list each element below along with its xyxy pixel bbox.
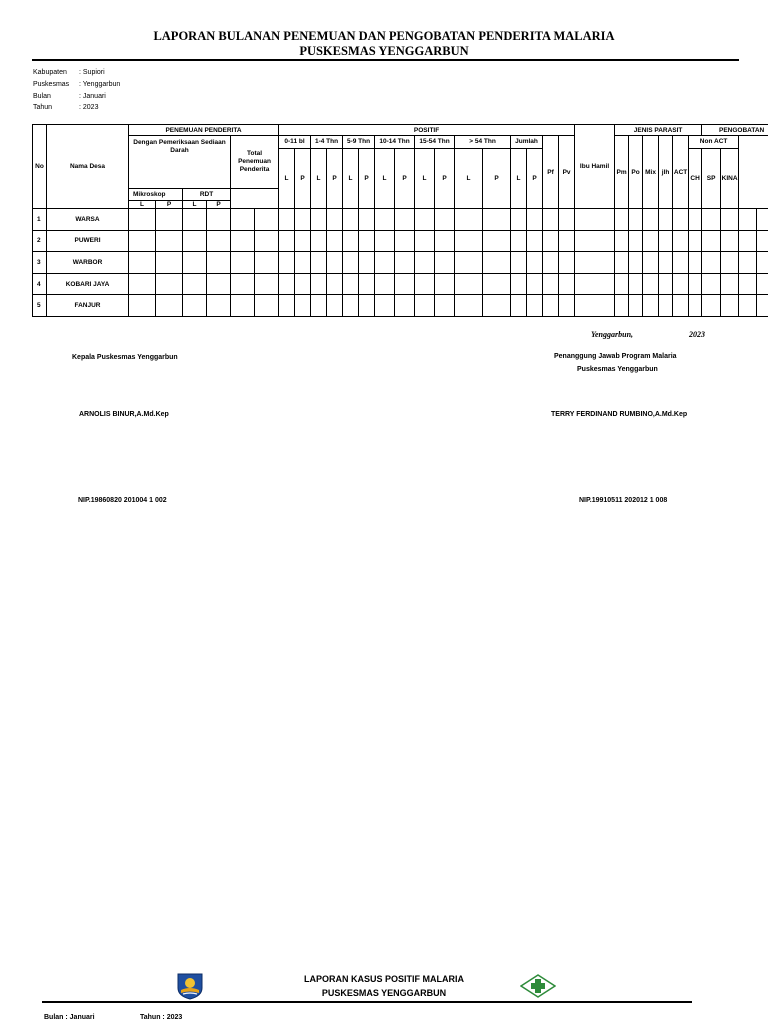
- data-cell: [659, 230, 673, 252]
- data-cell: [375, 209, 395, 231]
- data-cell: [415, 273, 435, 295]
- data-cell: [673, 230, 689, 252]
- data-cell: [721, 273, 739, 295]
- data-cell: [543, 295, 559, 317]
- data-cell: [673, 295, 689, 317]
- data-cell: [395, 273, 415, 295]
- data-cell: [183, 273, 207, 295]
- data-cell: [435, 230, 455, 252]
- data-cell: [231, 230, 255, 252]
- data-cell: [455, 295, 483, 317]
- data-cell: [511, 273, 527, 295]
- data-cell: [129, 209, 156, 231]
- data-cell: [359, 209, 375, 231]
- data-cell: [659, 209, 673, 231]
- sex-p-header: P: [156, 200, 183, 208]
- meta-value: : Januari: [79, 93, 106, 100]
- data-cell: [483, 209, 511, 231]
- data-cell: [575, 295, 615, 317]
- meta-puskesmas: [33, 81, 120, 88]
- row-no: 3: [33, 252, 47, 274]
- col-header-ibu-hamil: Ibu Hamil: [575, 125, 615, 209]
- data-cell: [673, 252, 689, 274]
- parasite-header: jlh: [659, 136, 673, 209]
- data-cell: [575, 273, 615, 295]
- data-cell: [311, 230, 327, 252]
- data-cell: [659, 295, 673, 317]
- data-cell: [721, 230, 739, 252]
- meta-bulan: [33, 93, 106, 100]
- data-cell: [559, 230, 575, 252]
- left-signatory-name: ARNOLIS BINUR,A.Md.Kep: [79, 411, 169, 418]
- data-cell: [207, 273, 231, 295]
- col-header-jenis-parasit: JENIS PARASIT: [615, 125, 702, 136]
- table-row: [33, 273, 768, 295]
- data-cell: [615, 273, 629, 295]
- footer-tahun: Tahun : 2023: [140, 1014, 183, 1021]
- data-cell: [327, 273, 343, 295]
- right-signatory-nip: NIP.19910511 202012 1 008: [579, 497, 668, 504]
- data-cell: [156, 252, 183, 274]
- mikroskop-header: Mikroskop: [129, 188, 183, 200]
- data-cell: [295, 273, 311, 295]
- data-cell: [615, 230, 629, 252]
- data-cell: [702, 230, 721, 252]
- data-cell: [559, 273, 575, 295]
- data-cell: [527, 252, 543, 274]
- data-cell: [183, 252, 207, 274]
- data-cell: [279, 295, 295, 317]
- row-desa: PUWERI: [47, 230, 129, 252]
- malaria-report-table: [32, 124, 768, 317]
- sex-l-header: L: [183, 200, 207, 208]
- data-cell: [327, 230, 343, 252]
- data-cell: [559, 252, 575, 274]
- data-cell: [702, 209, 721, 231]
- meta-kabupaten: [33, 69, 105, 76]
- data-cell: [415, 295, 435, 317]
- data-cell: [629, 252, 643, 274]
- data-cell: [279, 230, 295, 252]
- header-divider: [32, 59, 739, 61]
- data-cell: [739, 252, 757, 274]
- data-cell: [643, 209, 659, 231]
- data-cell: [327, 252, 343, 274]
- meta-label: Bulan: [33, 93, 51, 100]
- data-cell: [483, 273, 511, 295]
- non-act-item-header: SP: [702, 148, 721, 209]
- data-cell: [359, 273, 375, 295]
- data-cell: [483, 252, 511, 274]
- data-cell: [231, 209, 255, 231]
- data-cell: [455, 252, 483, 274]
- data-cell: [543, 273, 559, 295]
- data-cell: [739, 230, 757, 252]
- data-cell: [343, 230, 359, 252]
- non-act-item-header: KINA: [721, 148, 739, 209]
- data-cell: [231, 273, 255, 295]
- data-cell: [757, 295, 768, 317]
- data-cell: [156, 230, 183, 252]
- right-signatory-title-2: Puskesmas Yenggarbun: [577, 366, 658, 373]
- meta-value: : Yenggarbun: [79, 81, 121, 88]
- sex-l-header: L: [129, 200, 156, 208]
- data-cell: [615, 295, 629, 317]
- data-cell: [643, 273, 659, 295]
- data-cell: [295, 295, 311, 317]
- meta-label: Kabupaten: [33, 69, 67, 76]
- sex-p-header: P: [435, 148, 455, 209]
- sex-l-header: L: [343, 148, 359, 209]
- sex-p-header: P: [207, 200, 231, 208]
- data-cell: [559, 295, 575, 317]
- data-cell: [375, 273, 395, 295]
- data-cell: [207, 252, 231, 274]
- data-cell: [511, 295, 527, 317]
- data-cell: [295, 230, 311, 252]
- table-row: [33, 230, 768, 252]
- parasite-header: Mix: [643, 136, 659, 209]
- data-cell: [435, 273, 455, 295]
- age-group-header: > 54 Thn: [455, 136, 511, 148]
- data-cell: [395, 252, 415, 274]
- data-cell: [689, 230, 702, 252]
- green-cross-icon: [520, 974, 556, 998]
- right-signatory-title: Penanggung Jawab Program Malaria: [554, 353, 677, 360]
- data-cell: [343, 252, 359, 274]
- data-cell: [673, 209, 689, 231]
- sex-p-header: P: [395, 148, 415, 209]
- row-no: 2: [33, 230, 47, 252]
- total-blank: [231, 188, 279, 209]
- data-cell: [375, 295, 395, 317]
- data-cell: [255, 273, 279, 295]
- parasite-header: Pv: [559, 136, 575, 209]
- data-cell: [327, 209, 343, 231]
- col-header-penemuan: PENEMUAN PENDERITA: [129, 125, 279, 136]
- data-cell: [327, 295, 343, 317]
- data-cell: [415, 230, 435, 252]
- report-title: LAPORAN BULANAN PENEMUAN DAN PENGOBATAN PENDERITA MALARIA: [153, 29, 615, 43]
- data-cell: [739, 273, 757, 295]
- data-cell: [279, 273, 295, 295]
- meta-value: : Supiori: [79, 69, 105, 76]
- data-cell: [207, 230, 231, 252]
- data-cell: [575, 230, 615, 252]
- footer-subtitle: PUSKESMAS YENGGARBUN: [321, 988, 447, 998]
- row-desa: KOBARI JAYA: [47, 273, 129, 295]
- sex-p-header: P: [527, 148, 543, 209]
- col-header-pengobatan: PENGOBATAN: [702, 125, 768, 136]
- sex-p-header: P: [295, 148, 311, 209]
- data-cell: [575, 252, 615, 274]
- data-cell: [255, 252, 279, 274]
- data-cell: [343, 295, 359, 317]
- data-cell: [343, 273, 359, 295]
- data-cell: [643, 230, 659, 252]
- parasite-header: Po: [629, 136, 643, 209]
- data-cell: [455, 230, 483, 252]
- data-cell: [543, 230, 559, 252]
- age-group-header: 1-4 Thn: [311, 136, 343, 148]
- data-cell: [295, 209, 311, 231]
- data-cell: [739, 209, 757, 231]
- row-desa: WARBOR: [47, 252, 129, 274]
- data-cell: [183, 230, 207, 252]
- age-group-header: 0-11 bl: [279, 136, 311, 148]
- data-cell: [629, 273, 643, 295]
- data-cell: [615, 252, 629, 274]
- data-cell: [295, 252, 311, 274]
- non-act-header: Non ACT: [689, 136, 739, 148]
- data-cell: [721, 209, 739, 231]
- data-cell: [721, 295, 739, 317]
- data-cell: [527, 230, 543, 252]
- data-cell: [659, 273, 673, 295]
- data-cell: [527, 295, 543, 317]
- data-cell: [359, 295, 375, 317]
- data-cell: [183, 209, 207, 231]
- parasite-header: Pm: [615, 136, 629, 209]
- data-cell: [311, 295, 327, 317]
- data-cell: [527, 273, 543, 295]
- right-signatory-name: TERRY FERDINAND RUMBINO,A.Md.Kep: [551, 411, 688, 418]
- data-cell: [415, 252, 435, 274]
- data-cell: [757, 252, 768, 274]
- data-cell: [739, 295, 757, 317]
- data-cell: [543, 252, 559, 274]
- data-cell: [395, 295, 415, 317]
- data-cell: [643, 252, 659, 274]
- data-cell: [129, 230, 156, 252]
- data-cell: [559, 209, 575, 231]
- data-cell: [659, 252, 673, 274]
- data-cell: [415, 209, 435, 231]
- data-cell: [129, 273, 156, 295]
- age-group-header: 10-14 Thn: [375, 136, 415, 148]
- data-cell: [207, 209, 231, 231]
- row-no: 1: [33, 209, 47, 231]
- age-group-header: Jumlah: [511, 136, 543, 148]
- sex-l-header: L: [415, 148, 435, 209]
- data-cell: [231, 252, 255, 274]
- col-header-nama-desa: Nama Desa: [47, 125, 129, 209]
- act-header: ACT: [673, 136, 689, 209]
- sex-l-header: L: [311, 148, 327, 209]
- data-cell: [359, 230, 375, 252]
- meta-value: : 2023: [79, 104, 99, 111]
- data-cell: [207, 295, 231, 317]
- data-cell: [543, 209, 559, 231]
- data-cell: [689, 209, 702, 231]
- data-cell: [643, 295, 659, 317]
- data-cell: [629, 295, 643, 317]
- data-cell: [575, 209, 615, 231]
- row-no: 5: [33, 295, 47, 317]
- sex-l-header: L: [455, 148, 483, 209]
- data-cell: [311, 273, 327, 295]
- data-cell: [511, 230, 527, 252]
- age-group-header: 5-9 Thn: [343, 136, 375, 148]
- place-date: [591, 330, 705, 339]
- data-cell: [689, 273, 702, 295]
- col-header-total-penemuan: Total Penemuan Penderita: [231, 136, 279, 188]
- data-cell: [702, 295, 721, 317]
- left-signatory-nip: NIP.19860820 201004 1 002: [78, 497, 167, 504]
- sex-l-header: L: [279, 148, 295, 209]
- col-header-no: No: [33, 125, 47, 209]
- data-cell: [689, 252, 702, 274]
- data-cell: [702, 252, 721, 274]
- data-cell: [435, 209, 455, 231]
- data-cell: [255, 295, 279, 317]
- data-cell: [483, 230, 511, 252]
- data-cell: [375, 252, 395, 274]
- meta-label: Puskesmas: [33, 81, 70, 88]
- data-cell: [511, 209, 527, 231]
- data-cell: [255, 209, 279, 231]
- data-cell: [455, 209, 483, 231]
- data-cell: [455, 273, 483, 295]
- year-text: 2023: [689, 330, 706, 339]
- footer-title: LAPORAN KASUS POSITIF MALARIA: [303, 974, 464, 984]
- data-cell: [527, 209, 543, 231]
- data-cell: [615, 209, 629, 231]
- data-cell: [757, 273, 768, 295]
- sex-p-header: P: [359, 148, 375, 209]
- data-cell: [757, 209, 768, 231]
- meta-label: Tahun: [33, 104, 53, 111]
- data-cell: [511, 252, 527, 274]
- data-cell: [279, 252, 295, 274]
- data-cell: [435, 252, 455, 274]
- report-subtitle: PUSKESMAS YENGGARBUN: [299, 44, 469, 58]
- parasite-header: Pf: [543, 136, 559, 209]
- sex-p-header: P: [483, 148, 511, 209]
- row-desa: WARSA: [47, 209, 129, 231]
- rdt-header: RDT: [183, 188, 231, 200]
- non-act-item-header: CH: [689, 148, 702, 209]
- data-cell: [629, 209, 643, 231]
- data-cell: [156, 295, 183, 317]
- table-row: [33, 209, 768, 231]
- data-cell: [343, 209, 359, 231]
- data-cell: [255, 230, 279, 252]
- age-group-header: 15-54 Thn: [415, 136, 455, 148]
- data-cell: [689, 295, 702, 317]
- data-cell: [395, 230, 415, 252]
- data-cell: [673, 273, 689, 295]
- row-desa: FANJUR: [47, 295, 129, 317]
- col-header-dengan-pemeriksaan: Dengan Pemeriksaan Sediaan Darah: [129, 136, 231, 188]
- data-cell: [156, 273, 183, 295]
- data-cell: [359, 252, 375, 274]
- meta-tahun: [33, 104, 98, 111]
- data-cell: [279, 209, 295, 231]
- data-cell: [311, 252, 327, 274]
- table-row: [33, 295, 768, 317]
- footer-bulan: Bulan : Januari: [44, 1014, 95, 1021]
- data-cell: [435, 295, 455, 317]
- data-cell: [483, 295, 511, 317]
- sex-p-header: P: [327, 148, 343, 209]
- data-cell: [702, 273, 721, 295]
- row-no: 4: [33, 273, 47, 295]
- data-cell: [129, 252, 156, 274]
- data-cell: [231, 295, 255, 317]
- col-header-positif: POSITIF: [279, 125, 575, 136]
- left-signatory-title: Kepala Puskesmas Yenggarbun: [72, 354, 178, 361]
- sex-l-header: L: [375, 148, 395, 209]
- data-cell: [311, 209, 327, 231]
- data-cell: [183, 295, 207, 317]
- data-cell: [757, 230, 768, 252]
- table-row: [33, 252, 768, 274]
- data-cell: [375, 230, 395, 252]
- sex-l-header: L: [511, 148, 527, 209]
- footer-divider: [42, 1001, 692, 1003]
- data-cell: [395, 209, 415, 231]
- data-cell: [129, 295, 156, 317]
- data-cell: [721, 252, 739, 274]
- data-cell: [156, 209, 183, 231]
- data-cell: [629, 230, 643, 252]
- place-text: Yenggarbun,: [591, 330, 634, 339]
